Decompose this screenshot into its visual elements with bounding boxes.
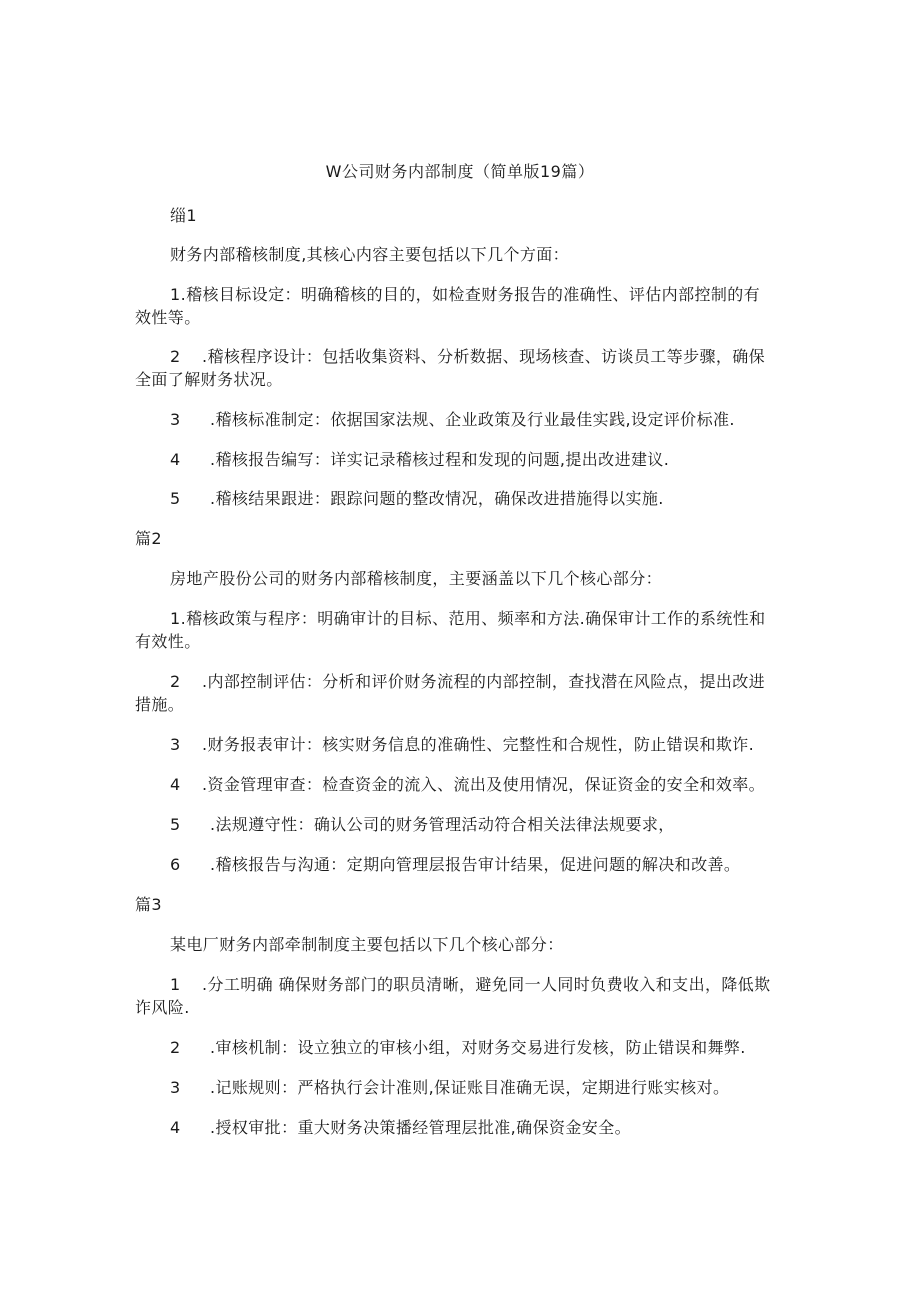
section-intro: 某电厂财务内部牵制制度主要包括以下几个核心部分： — [170, 935, 564, 954]
list-item — [170, 448, 669, 472]
item-number: 4 — [170, 1118, 181, 1137]
list-item — [170, 283, 760, 307]
list-item — [170, 853, 740, 877]
list-item — [170, 973, 771, 997]
item-text: .稽核程序设计：包括收集资料、分析数据、现场核查、访谈员工等步骤，确保 — [202, 347, 766, 366]
list-item — [170, 773, 765, 797]
item-number: 2 — [170, 347, 181, 366]
item-text: .授权审批：重大财务决策播经管理层批准,确保资金安全。 — [210, 1118, 631, 1137]
item-text: .稽核报告与沟通：定期向管理层报告审计结果，促进问题的解决和改善。 — [210, 855, 741, 874]
section-intro: 房地产股份公司的财务内部稽核制度，主要涵盖以下几个核心部分： — [170, 569, 663, 588]
item-text: 稽核政策与程序：明确审计的目标、范用、频率和方法.确保审计工作的系统性和 — [186, 609, 766, 628]
item-number: 2 — [170, 672, 181, 691]
section-heading: 缁1 — [170, 206, 197, 225]
item-number: 3 — [170, 410, 181, 429]
item-text: .内部控制评估：分析和评价财务流程的内部控制，查找潜在风险点，提出改进 — [202, 672, 766, 691]
item-number: 6 — [170, 855, 181, 874]
item-number: 3 — [170, 735, 181, 754]
item-number: 4 — [170, 450, 181, 469]
section-heading: 篇3 — [135, 895, 162, 914]
item-text: .审核机制：设立独立的审核小组，对财务交易进行发核，防止错误和舞弊. — [210, 1038, 746, 1057]
item-text: .分工明确 确保财务部门的职员清晰，避免同一人同时负费收入和支出，降低欺 — [202, 975, 771, 994]
item-number: 1 — [170, 975, 181, 994]
list-item-continuation: 效性等。 — [135, 308, 201, 327]
list-item — [170, 1036, 746, 1060]
item-text: .资金管理审查：检查资金的流入、流出及使用情况，保证资金的安全和效率。 — [202, 775, 766, 794]
item-text: .稽核标准制定：依据国家法规、企业政策及行业最佳实践,设定评价标准. — [210, 410, 735, 429]
item-number: 1. — [170, 285, 187, 304]
list-item — [170, 345, 765, 369]
item-number: 4 — [170, 775, 181, 794]
item-number: 3 — [170, 1078, 181, 1097]
item-text: .记账规则：严格执行会计准则,保证账目准确无误，定期进行账实核对。 — [210, 1078, 730, 1097]
item-text: .稽核报告编写：详实记录稽核过程和发现的问题,提出改进建议. — [210, 450, 670, 469]
item-number: 5 — [170, 489, 181, 508]
list-item — [170, 670, 765, 694]
item-number: 5 — [170, 815, 181, 834]
list-item — [170, 733, 754, 757]
item-text: .稽核结果跟进：跟踪问题的整改情况，确保改进措施得以实施. — [210, 489, 664, 508]
section-intro: 财务内部稽核制度,其核心内容主要包括以下几个方面： — [170, 245, 570, 264]
list-item-continuation: 措施。 — [135, 695, 185, 714]
list-item — [170, 1116, 631, 1140]
list-item — [170, 408, 735, 432]
list-item — [170, 1076, 729, 1100]
item-number: 2 — [170, 1038, 181, 1057]
list-item — [170, 607, 766, 631]
item-number: 1. — [170, 609, 187, 628]
list-item-continuation: 有效性。 — [135, 632, 201, 651]
item-text: .财务报表审计：核实财务信息的准确性、完整性和合规性，防止错误和欺诈. — [202, 735, 755, 754]
list-item-continuation: 全面了解财务状况。 — [135, 370, 283, 389]
section-heading: 篇2 — [135, 529, 162, 548]
list-item — [170, 813, 675, 837]
item-text: .法规遵守性：确认公司的财务管理活动符合相关法律法规要求， — [210, 815, 675, 834]
list-item — [170, 487, 664, 511]
document-title: W公司财务内部制度（简单版19篇） — [325, 162, 595, 181]
item-text: 稽核目标设定：明确稽核的目的，如检查财务报告的准确性、评估内部控制的有 — [186, 285, 761, 304]
list-item-continuation: 诈风险. — [135, 998, 190, 1017]
